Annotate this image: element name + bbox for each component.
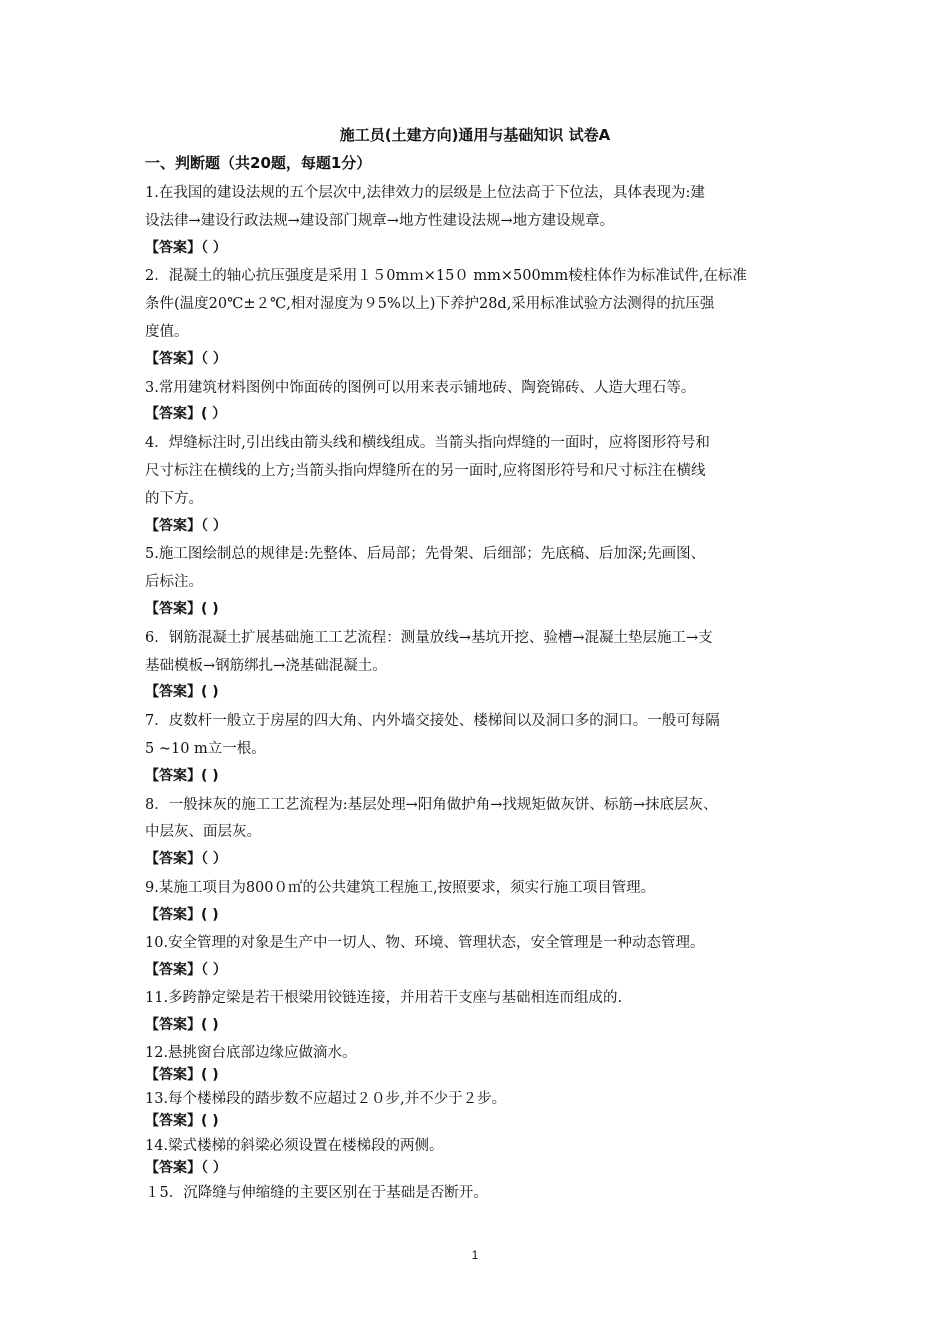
page-number: 1: [471, 1248, 479, 1262]
text-line: 5 ~10 m立一根。: [145, 741, 266, 757]
answer-line: 【答案】（ ）: [145, 240, 227, 256]
answer-line: 【答案】（ ）: [145, 1160, 227, 1176]
document-title: 施工员(土建方向)通用与基础知识 试卷A: [339, 126, 611, 144]
text-line: 5.施工图绘制总的规律是:先整体、后局部；先骨架、后细部；先底稿、后加深;先画图、: [145, 546, 706, 562]
answer-line: 【答案】( ): [145, 1017, 219, 1033]
text-line: 2．混凝土的轴心抗压强度是采用１５0mｍ×15０ mm×500mm棱柱体作为标准试件,在标准: [145, 268, 747, 284]
text-line: 条件(温度20℃±２℃,相对湿度为９5%以上)下养护28d,采用标准试验方法测得的抗压强: [145, 296, 715, 312]
answer-line: 【答案】( ): [145, 1113, 219, 1129]
answer-line: 【答案】( ): [145, 1067, 219, 1083]
text-line: 尺寸标注在横线的上方;当箭头指向焊缝所在的另一面时,应将图形符号和尺寸标注在横线: [145, 463, 706, 479]
answer-line: 【答案】（ ）: [145, 851, 227, 867]
text-line: 7．皮数杆一般立于房屋的四大角、内外墙交接处、楼梯间以及洞口多的洞口。一般可每隔: [145, 713, 720, 729]
text-line: 的下方。: [145, 491, 203, 507]
text-line: 后标注。: [145, 574, 203, 590]
text-line: 11.多跨静定梁是若干根梁用铰链连接，并用若干支座与基础相连而组成的.: [145, 990, 623, 1006]
answer-line: 【答案】( ): [145, 907, 219, 923]
answer-line: 【答案】（ ）: [145, 351, 227, 367]
text-line: 度值。: [145, 324, 189, 340]
answer-line: 【答案】（ ）: [145, 518, 227, 534]
answer-line: 【答案】( ): [145, 601, 219, 617]
text-line: １5．沉降缝与伸缩缝的主要区别在于基础是否断开。: [145, 1185, 488, 1201]
section-heading: 一、判断题（共20题，每题1分）: [145, 154, 372, 172]
text-line: 6．钢筋混凝土扩展基础施工工艺流程：测量放线→基坑开挖、验槽→混凝土垫层施工→支: [145, 630, 713, 646]
answer-line: 【答案】（ ）: [145, 962, 227, 978]
text-line: 中层灰、面层灰。: [145, 824, 261, 840]
answer-line: 【答案】( ）: [145, 406, 227, 422]
text-line: 9.某施工项目为800０㎡的公共建筑工程施工,按照要求，须实行施工项目管理。: [145, 880, 656, 896]
text-line: 13.每个楼梯段的踏步数不应超过２０步,并不少于２步。: [145, 1091, 507, 1107]
text-line: 基础模板→钢筋绑扎→浇基础混凝土。: [145, 658, 387, 674]
answer-line: 【答案】( ): [145, 684, 219, 700]
text-line: 3.常用建筑材料图例中饰面砖的图例可以用来表示铺地砖、陶瓷锦砖、人造大理石等。: [145, 380, 696, 396]
answer-line: 【答案】( ): [145, 768, 219, 784]
text-line: 设法律→建设行政法规→建设部门规章→地方性建设法规→地方建设规章。: [145, 213, 615, 229]
text-line: 8．一般抹灰的施工工艺流程为:基层处理→阳角做护角→找规矩做灰饼、标筋→抹底层灰、: [145, 797, 718, 813]
text-line: 4．焊缝标注时,引出线由箭头线和横线组成。当箭头指向焊缝的一面时，应将图形符号和: [145, 435, 710, 451]
text-line: 12.悬挑窗台底部边缘应做滴水。: [145, 1045, 357, 1061]
text-line: 10.安全管理的对象是生产中一切人、物、环境、管理状态，安全管理是一种动态管理。: [145, 935, 705, 951]
text-line: 14.梁式楼梯的斜梁必须设置在楼梯段的两侧。: [145, 1138, 444, 1154]
text-line: 1.在我国的建设法规的五个层次中,法律效力的层级是上位法高于下位法，具体表现为:建: [145, 185, 705, 201]
